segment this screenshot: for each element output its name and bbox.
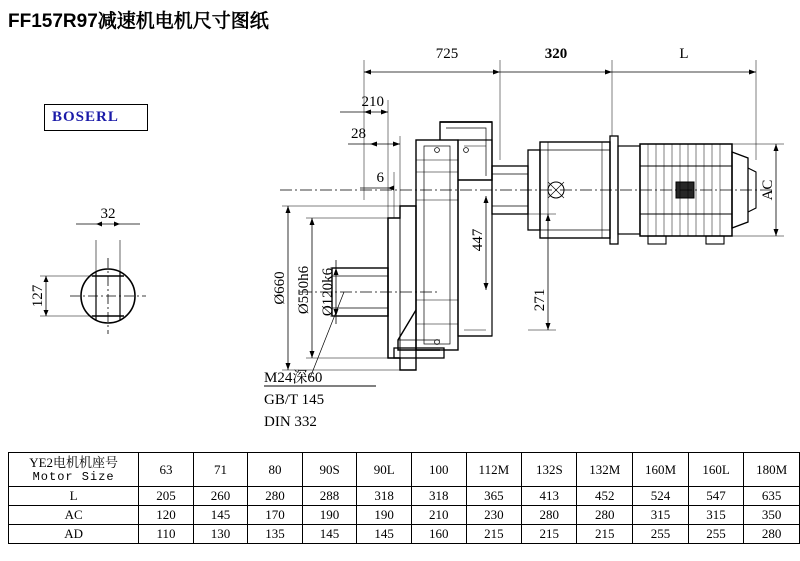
gearbox-main-view bbox=[280, 122, 775, 370]
table-cell: 260 bbox=[193, 487, 248, 506]
table-header-cell: 80 bbox=[248, 453, 303, 487]
dim-271-text: 271 bbox=[532, 288, 548, 312]
table-cell: 635 bbox=[744, 487, 800, 506]
table-header-label-en: Motor Size bbox=[32, 469, 115, 484]
table-cell: 255 bbox=[633, 525, 689, 544]
logo-text: BOSERL bbox=[52, 109, 119, 125]
table-header-row bbox=[9, 453, 800, 487]
table-cell: 280 bbox=[577, 506, 633, 525]
dim-271 bbox=[528, 214, 556, 330]
row-label: AC bbox=[9, 506, 139, 525]
table-cell: 288 bbox=[302, 487, 357, 506]
dim-550 bbox=[306, 218, 388, 358]
dim-28-text: 28 bbox=[351, 126, 366, 142]
page-title: FF157R97减速机电机尺寸图纸 bbox=[8, 11, 269, 32]
table-cell: 210 bbox=[412, 506, 467, 525]
table-row bbox=[9, 487, 800, 506]
table-cell: 315 bbox=[688, 506, 743, 525]
table-cell: 170 bbox=[248, 506, 303, 525]
table-cell: 318 bbox=[357, 487, 412, 506]
dim-320-text: 320 bbox=[544, 46, 568, 62]
left-shaft-view bbox=[70, 258, 146, 334]
table-cell: 215 bbox=[522, 525, 577, 544]
table-header-cell: 90L bbox=[357, 453, 412, 487]
table-cell: 315 bbox=[633, 506, 689, 525]
table-cell: 547 bbox=[688, 487, 743, 506]
table-header-cell: 132M bbox=[577, 453, 633, 487]
table-cell: 120 bbox=[139, 506, 194, 525]
note-line3: DIN 332 bbox=[264, 414, 317, 430]
dim-447-text: 447 bbox=[470, 228, 486, 252]
dim-AC bbox=[732, 144, 784, 236]
table-header-cell: 90S bbox=[302, 453, 357, 487]
table-cell: 255 bbox=[688, 525, 743, 544]
table-header-cell: 132S bbox=[522, 453, 577, 487]
table-header-label-cn: YE2电机机座号 bbox=[29, 454, 119, 470]
table-cell: 190 bbox=[302, 506, 357, 525]
table-cell: 413 bbox=[522, 487, 577, 506]
table-cell: 145 bbox=[357, 525, 412, 544]
row-label: AD bbox=[9, 525, 139, 544]
motor-size-table bbox=[8, 452, 800, 544]
table-cell: 145 bbox=[193, 506, 248, 525]
table-cell: 280 bbox=[744, 525, 800, 544]
table-cell: 190 bbox=[357, 506, 412, 525]
dim-120-text: Ø120k6 bbox=[320, 267, 336, 317]
dim-AC-text: AC bbox=[760, 179, 776, 201]
table-cell: 365 bbox=[466, 487, 522, 506]
table-cell: 145 bbox=[302, 525, 357, 544]
table-cell: 205 bbox=[139, 487, 194, 506]
dim-L-text: L bbox=[679, 46, 689, 62]
dim-L-top bbox=[612, 60, 756, 160]
table-cell: 130 bbox=[193, 525, 248, 544]
table-cell: 135 bbox=[248, 525, 303, 544]
table-cell: 215 bbox=[466, 525, 522, 544]
dim-660-text: Ø660 bbox=[272, 271, 288, 305]
table-header-cell: 180M bbox=[744, 453, 800, 487]
table-cell: 215 bbox=[577, 525, 633, 544]
table-header-cell: 160M bbox=[633, 453, 689, 487]
table-cell: 452 bbox=[577, 487, 633, 506]
dim-725-text: 725 bbox=[435, 46, 459, 62]
table-cell: 230 bbox=[466, 506, 522, 525]
row-label: L bbox=[9, 487, 139, 506]
dim-725 bbox=[361, 60, 500, 200]
dim-127-text: 127 bbox=[30, 284, 46, 308]
table-cell: 280 bbox=[248, 487, 303, 506]
table-header-cell: 71 bbox=[193, 453, 248, 487]
table-cell: 110 bbox=[139, 525, 194, 544]
table-cell: 524 bbox=[633, 487, 689, 506]
dim-6-text: 6 bbox=[376, 170, 384, 186]
note-line1: M24深60 bbox=[264, 370, 323, 386]
table-row bbox=[9, 506, 800, 525]
dim-210-text: 210 bbox=[361, 94, 384, 110]
table-cell: 160 bbox=[412, 525, 467, 544]
dim-320 bbox=[500, 60, 612, 136]
table-header-cell: 112M bbox=[466, 453, 522, 487]
dim-550-text: Ø550h6 bbox=[296, 265, 312, 315]
dim-28 bbox=[348, 136, 400, 206]
table-cell: 318 bbox=[412, 487, 467, 506]
table-header-cell: 100 bbox=[412, 453, 467, 487]
table-cell: 280 bbox=[522, 506, 577, 525]
table-row bbox=[9, 525, 800, 544]
table-cell: 350 bbox=[744, 506, 800, 525]
table-header-cell: 63 bbox=[139, 453, 194, 487]
table-header-label bbox=[9, 453, 139, 487]
dim-32-text: 32 bbox=[100, 206, 116, 222]
note-line2: GB/T 145 bbox=[264, 392, 325, 408]
table-header-cell: 160L bbox=[688, 453, 743, 487]
